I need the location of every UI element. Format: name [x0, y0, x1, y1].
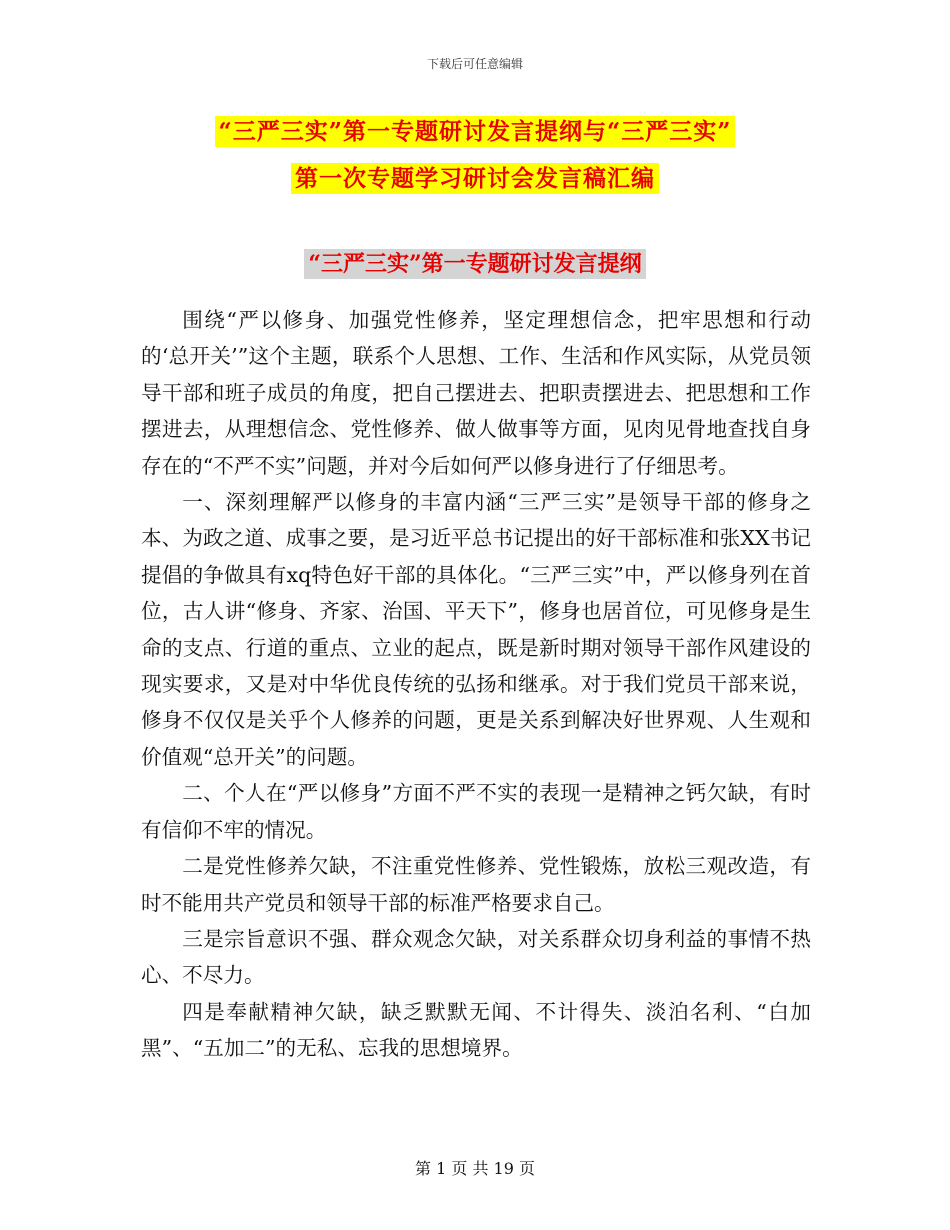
paragraph-intro: 围绕“严以修身、加强党性修养，坚定理想信念，把牢思想和行动的‘总开关’”这个主题，联系个人思想、工作、生活和作风实际，从党员领导干部和班子成员的角度，把自己摆进去、把职责摆进去、把思想和工作摆进去，从理想信念、党性修养、做人做事等方面，见肉见骨地查找自身存在的“不严不实”问题，并对今后如何严以修身进行了仔细思考。 — [141, 308, 811, 478]
paragraph-section-two: 二、个人在“严以修身”方面不严不实的表现一是精神之钙欠缺，有时有信仰不牢的情况。 — [141, 781, 811, 842]
page-footer: 第 1 页 共 19 页 — [415, 1159, 535, 1178]
header-note: 下载后可任意编辑 — [426, 57, 523, 71]
main-title-line-1 — [0, 113, 950, 146]
section-heading — [0, 247, 950, 278]
paragraph-point-four: 四是奉献精神欠缺，缺乏默默无闻、不计得失、淡泊名利、“白加黑”、“五加二”的无私、忘我的思想境界。 — [141, 999, 811, 1061]
section-heading-text: “三严三实”第一专题研讨发言提纲 — [304, 249, 645, 279]
paragraph-point-two: 二是党性修养欠缺，不注重党性修养、党性锻炼，放松三观改造，有时不能用共产党员和领导干部的标准严格要求自己。 — [141, 854, 811, 915]
body-text — [141, 302, 811, 1067]
main-title-line-2 — [0, 160, 950, 193]
paragraph-section-one: 一、深刻理解严以修身的丰富内涵“三严三实”是领导干部的修身之本、为政之道、成事之要，是习近平总书记提出的好干部标准和张XX书记提倡的争做具有xq特色好干部的具体化。“三严三实”中，严以修身列在首位，古人讲“修身、齐家、治国、平天下”，修身也居首位，可见修身是生命的支点、行道的重点、立业的起点，既是新时期对领导干部作风建设的现实要求，又是对中华优良传统的弘扬和继承。对于我们党员干部来说，修身不仅仅是关乎个人修养的问题，更是关系到解决好世界观、人生观和价值观“总开关”的问题。 — [141, 490, 811, 769]
paragraph-point-three: 三是宗旨意识不强、群众观念欠缺，对关系群众切身利益的事情不热心、不尽力。 — [141, 926, 811, 988]
main-title-line-1-text: “三严三实”第一专题研讨发言提纲与“三严三实” — [215, 116, 736, 147]
main-title-line-2-text: 第一次专题学习研讨会发言稿汇编 — [291, 163, 659, 194]
